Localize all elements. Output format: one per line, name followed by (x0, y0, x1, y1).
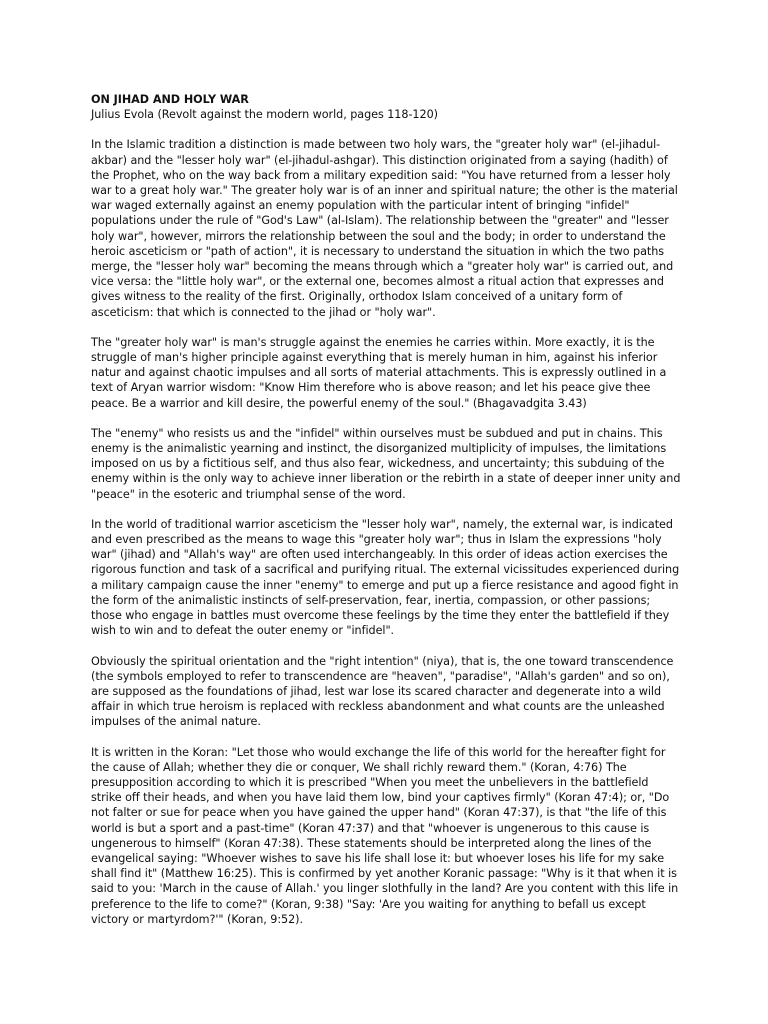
paragraph-6: It is written in the Koran: "Let those who would exchange the life of this world for the hereafter fight for the cause of Allah; whether they die or conquer, We shall richly reward them." (Koran, 4:76) The presupposition according to which it is prescribed "When you meet the unbelievers in the battlefield strike off their heads, and when you have laid them low, bind your captives firmly" (Koran 47:4); or, "Do not falter or sue for peace when you have gained the upper hand" (Koran 47:37), is that "the life of this world is but a sport and a past-time" (Koran 47:37) and that "whoever is ungenerous to this cause is ungenerous to himself" (Koran 47:38). These statements should be interpreted along the lines of the evangelical saying: "Whoever wishes to save his life shall lose it: but whoever loses his life for my sake shall find it" (Matthew 16:25). This is confirmed by yet another Koranic passage: "Why is it that when it is said to you: 'March in the cause of Allah.' you linger slothfully in the land? Are you content with this life in preference to the life to come?" (Koran, 9:38) "Say: 'Are you waiting for anything to befall us except victory or martyrdom?'" (Koran, 9:52). (91, 745, 679, 926)
document-subtitle: Julius Evola (Revolt against the modern world, pages 118-120) (91, 108, 438, 122)
paragraph-2: The "greater holy war" is man's struggle against the enemies he carries within. More exactly, it is the struggle of man's higher principle against everything that is merely human in him, against his inferior natur and against chaotic impulses and all sorts of material attachments. This is expressly outlined in a text of Aryan warrior wisdom: "Know Him therefore who is above reason; and let his peace give thee peace. Be a warrior and kill desire, the powerful enemy of the soul." (Bhagavadgita 3.43) (91, 335, 667, 410)
paragraph-4: In the world of traditional warrior asceticism the "lesser holy war", namely, the external war, is indicated and even prescribed as the means to wage this "greater holy war"; thus in Islam the expressions "holy war" (jihad) and "Allah's way" are often used interchangeably. In this order of ideas action exercises the rigorous function and task of a sacrifical and purifying ritual. The external vicissitudes experienced during a military campaign cause the inner "enemy" to emerge and put up a fierce resistance and agood fight in the form of the animalistic instincts of self-preservation, fear, inertia, compassion, or other passions; those who engage in battles must overcome these feelings by the time they enter the battlefield if they wish to win and to defeat the outer enemy or "infidel". (91, 517, 680, 638)
document-title: ON JIHAD AND HOLY WAR (91, 93, 249, 106)
document-page (91, 92, 681, 942)
paragraph-3: The "enemy" who resists us and the "infidel" within ourselves must be subdued and put in chains. This enemy is the animalistic yearning and instinct, the disorganized multiplicity of impulses, the limitations imposed on us by a fictitious self, and thus also fear, wickedness, and uncertainty; this subduing of the enemy within is the only way to achieve inner liberation or the rebirth in a state of deeper inner unity and "peace" in the esoteric and triumphal sense of the word. (91, 426, 681, 501)
paragraph-1: In the Islamic tradition a distinction is made between two holy wars, the "greater holy war" (el-jihadul-akbar) and the "lesser holy war" (el-jihadul-ashgar). This distinction originated from a saying (hadith) of the Prophet, who on the way back from a military expedition said: "You have returned from a lesser holy war to a great holy war." The greater holy war is of an inner and spiritual nature; the other is the material war waged externally against an enemy population with the particular intent of bringing "infidel" populations under the rule of "God's Law" (al-Islam). The relationship between the "greater" and "lesser holy war", however, mirrors the relationship between the soul and the body; in order to understand the heroic asceticism or "path of action", it is necessary to understand the situation in which the two paths merge, the "lesser holy war" becoming the means through which a "greater holy war" is carried out, and vice versa: the "little holy war", or the external one, becomes almost a ritual action that expresses and gives witness to the reality of the first. Originally, orthodox Islam conceived of a unitary form of asceticism: that which is connected to the jihad or "holy war". (91, 138, 678, 319)
paragraph-5: Obviously the spiritual orientation and the "right intention" (niya), that is, the one toward transcendence (the symbols employed to refer to transcendence are "heaven", "paradise", "Allah's garden" and so on), are supposed as the foundations of jihad, lest war lose its scared character and degenerate into a wild affair in which true heroism is replaced with reckless abandonment and what counts are the unleashed impulses of the animal nature. (91, 654, 674, 729)
